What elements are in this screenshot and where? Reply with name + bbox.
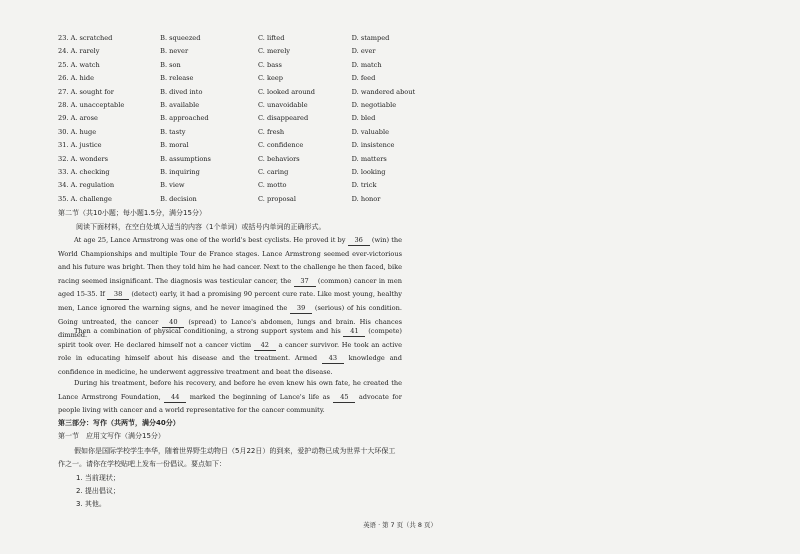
- option-c: C. disappeared: [257, 114, 309, 123]
- section2-heading: 第二节（共10小题；每小题1.5分，满分15分）: [58, 209, 206, 217]
- option-b: B. moral: [160, 141, 189, 150]
- option-row: [58, 99, 458, 112]
- option-d: D. looking: [351, 168, 386, 177]
- option-c: C. behaviors: [257, 154, 300, 163]
- option-c: C. bass: [257, 60, 282, 69]
- writing-point-1: 1. 当前现状；: [76, 474, 120, 482]
- option-d: D. matters: [351, 154, 387, 163]
- option-d: D. match: [351, 60, 382, 69]
- option-a: 27. A. sought for: [58, 87, 114, 96]
- option-row: [58, 166, 458, 179]
- option-d: D. stamped: [351, 34, 390, 42]
- option-c: C. keep: [257, 74, 284, 83]
- option-a: 32. A. wonders: [58, 154, 109, 163]
- option-d: D. trick: [351, 181, 377, 190]
- option-d: D. feed: [351, 74, 376, 83]
- option-row: [58, 112, 458, 125]
- blank-37[interactable]: 37: [294, 276, 316, 287]
- option-row: [58, 86, 458, 99]
- writing-section1-heading: 第一节 应用文写作（满分15分）: [58, 432, 165, 440]
- option-b: B. approached: [160, 114, 209, 123]
- option-a: 26. A. hide: [58, 74, 95, 83]
- option-a: 25. A. watch: [58, 60, 100, 69]
- option-row: [58, 126, 458, 139]
- option-row: [58, 45, 458, 58]
- option-row: [58, 153, 458, 166]
- option-b: B. decision: [160, 194, 197, 203]
- option-d: D. valuable: [351, 127, 390, 136]
- page-footer: 英语 · 第 7 页（共 8 页）: [363, 521, 437, 529]
- option-row: [58, 139, 458, 152]
- option-c: C. merely: [257, 47, 291, 56]
- option-c: C. lifted: [257, 34, 285, 42]
- writing-point-2: 2. 提出倡议；: [76, 487, 120, 495]
- blank-42[interactable]: 42: [254, 340, 276, 351]
- option-d: D. bled: [351, 114, 376, 123]
- option-b: B. son: [160, 60, 181, 69]
- option-a: 29. A. arose: [58, 114, 98, 123]
- option-a: 24. A. rarely: [58, 47, 100, 56]
- option-c: C. caring: [257, 168, 289, 177]
- option-a: 33. A. checking: [58, 168, 110, 177]
- option-b: B. assumptions: [160, 154, 211, 163]
- option-c: C. unavoidable: [257, 101, 308, 110]
- writing-point-3: 3. 其他。: [76, 500, 106, 508]
- option-d: D. wandered about: [351, 87, 416, 96]
- option-d: D. insistence: [351, 141, 395, 150]
- options-table: [58, 32, 458, 206]
- option-row: [58, 72, 458, 85]
- blank-44[interactable]: 44: [164, 392, 186, 403]
- writing-task: 假如你是国际学校学生李华，随着世界野生动物日（5月22日）的到来，爱护动物已成为世界十大环保工作之一。请你在学校贴吧上发布一份倡议。要点如下：: [58, 447, 396, 469]
- option-b: B. view: [160, 181, 185, 190]
- option-c: C. confidence: [257, 141, 304, 150]
- passage-paragraph-3: During his treatment, before his recovery, and before he even knew his own fate, he created the Lance Armstrong Foundation, 44 marked the beginning of Lance's life as 45 advocate for people living with cancer and a world representative for the cancer community.: [58, 379, 402, 415]
- option-c: C. looked around: [257, 87, 316, 96]
- option-c: C. proposal: [257, 194, 296, 203]
- option-a: 30. A. huge: [58, 127, 97, 136]
- option-b: B. never: [160, 47, 189, 56]
- blank-36[interactable]: 36: [348, 235, 370, 246]
- blank-41[interactable]: 41: [343, 326, 365, 337]
- option-row: [58, 32, 458, 45]
- option-row: [58, 179, 458, 192]
- option-a: 35. A. challenge: [58, 194, 112, 203]
- blank-40[interactable]: 40: [162, 317, 184, 328]
- option-d: D. negotiable: [351, 101, 397, 110]
- option-row: [58, 59, 458, 72]
- passage-paragraph-2: Then a combination of physical conditioning, a strong support system and his 41 (compete) spirit took over. He declared himself not a cancer victim 42 a cancer survivor. He took an active role in educating himself about his disease and the treatment. Armed 43 knowledge and confidence in medicine, he underwent aggressive treatment and beat the disease.: [58, 327, 403, 376]
- option-b: B. tasty: [160, 127, 186, 136]
- option-d: D. honor: [351, 194, 381, 203]
- option-b: B. squeezed: [160, 34, 201, 42]
- blank-39[interactable]: 39: [290, 303, 312, 314]
- part3-heading: 第三部分：写作（共两节，满分40分）: [58, 419, 180, 427]
- option-b: B. inquiring: [160, 168, 200, 177]
- blank-43[interactable]: 43: [322, 353, 344, 364]
- option-a: 23. A. scratched: [58, 34, 113, 42]
- section2-instruction: 阅读下面材料，在空白处填入适当的内容（1个单词）或括号内单词的正确形式。: [76, 223, 326, 231]
- option-d: D. ever: [351, 47, 376, 56]
- option-c: C. motto: [257, 181, 287, 190]
- option-a: 31. A. justice: [58, 141, 102, 150]
- option-a: 28. A. unacceptable: [58, 101, 125, 110]
- passage-paragraph-1: At age 25, Lance Armstrong was one of the world's best cyclists. He proved it by 36 (win) the World Championships and multiple Tour de France stages. Lance Armstrong seemed ever-victorious and his future was bright. Then they told him he had cancer. Next to the challenge he then faced, bike racing seemed insignificant. The diagnosis was testicular cancer, the 37 (common) cancer in men aged 15-35. If 38 (detect) early, it had a promising 90 percent cure rate. Like most young, healthy men, Lance ignored the warning signs, and he never imagined the 39 (serious) of his condition. Going untreated, the cancer 40 (spread) to Lance's abdomen, lungs and brain. His chances dimmed.: [58, 236, 402, 340]
- option-b: B. release: [160, 74, 194, 83]
- option-b: B. available: [160, 101, 200, 110]
- blank-38[interactable]: 38: [107, 289, 129, 300]
- option-b: B. dived into: [160, 87, 203, 96]
- option-row: [58, 193, 458, 206]
- option-c: C. fresh: [257, 127, 285, 136]
- option-a: 34. A. regulation: [58, 181, 115, 190]
- blank-45[interactable]: 45: [333, 392, 355, 403]
